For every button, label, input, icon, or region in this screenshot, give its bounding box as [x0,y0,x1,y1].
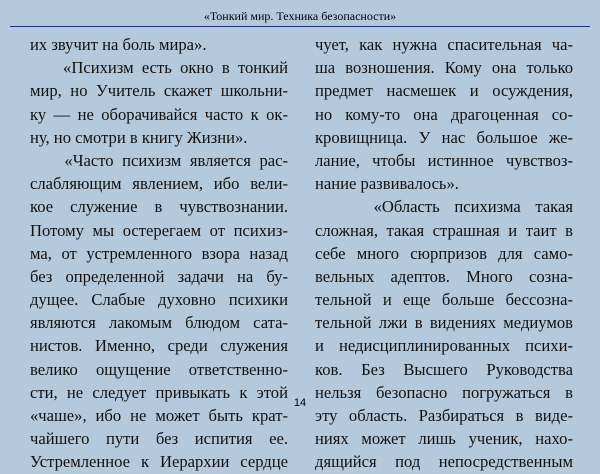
text-line: ша возношения. Кому она только [315,58,573,78]
text-line: «Психизм есть окно в тонкий [30,58,288,78]
text-line: ну, но смотри в книгу Жизни». [30,127,248,147]
text-line: дущее. Слабые духовно психики [30,290,288,310]
text-line: нельзя безопасно погружаться в [315,382,573,402]
text-line: ку — не оборачивайся часто к ок- [30,104,288,124]
text-line: предмет насмешек и осуждения, [315,81,573,101]
text-line: Устремленное к Иерархии сердце [30,452,288,472]
text-line: сти, не следует привыкать к этой [30,382,288,402]
text-line: ков. Без Высшего Руководства [315,359,573,379]
header-divider [10,26,590,27]
text-line: нистов. Именно, среди служения [30,336,288,356]
text-line: Потому мы остерегаем от психиз- [30,220,288,240]
text-line: «Область психизма такая [315,197,573,217]
text-line: нание развивалось». [315,174,459,194]
text-line: кое служение в чувствознании. [30,197,288,217]
text-line: чайшего пути без испития ее. [30,429,288,449]
page-number: 14 [293,397,307,409]
text-line: тельной лжи в видениях медиумов [315,313,573,333]
text-line: слабляющим явлением, ибо вели- [30,174,288,194]
text-line: эту область. Разбираться в виде- [315,406,573,425]
text-line: себе много сюрпризов для само- [315,243,573,263]
text-line: вельных адептов. Много сознa- [315,266,573,286]
running-header-title: «Тонкий мир. Техника безопасности» [203,9,397,23]
text-line: их звучит на боль мира». [30,35,207,54]
text-line: дящийся под непосредственным [315,452,573,472]
text-line: «Часто психизм является рас- [30,150,288,170]
text-line: чует, как нужна спасительная ча- [315,35,573,54]
text-line: велико ощущение ответственно- [30,359,288,379]
text-line: но кому-то она драгоценная со- [315,104,573,124]
text-line: кровищница. У нас большое же- [315,127,573,147]
text-line: без определенной задачи на бу- [30,266,288,286]
text-line: являются лакомым блюдом сата- [30,313,288,333]
text-line: мир, но Учитель скажет школьни- [30,81,288,101]
text-line: лание, чтобы истинное чувствоз- [315,150,573,170]
text-line: «чаше», ибо не может быть крат- [30,406,288,425]
text-line: сложная, такая страшная и таит в [315,220,573,240]
text-line: ма, от устремленного взора назад [30,243,288,263]
text-line: тельной и еще больше бессозна- [315,290,573,310]
text-line: ниях может лишь ученик, нахо- [315,429,573,449]
text-line: и недисциплинированных психи- [315,336,573,356]
